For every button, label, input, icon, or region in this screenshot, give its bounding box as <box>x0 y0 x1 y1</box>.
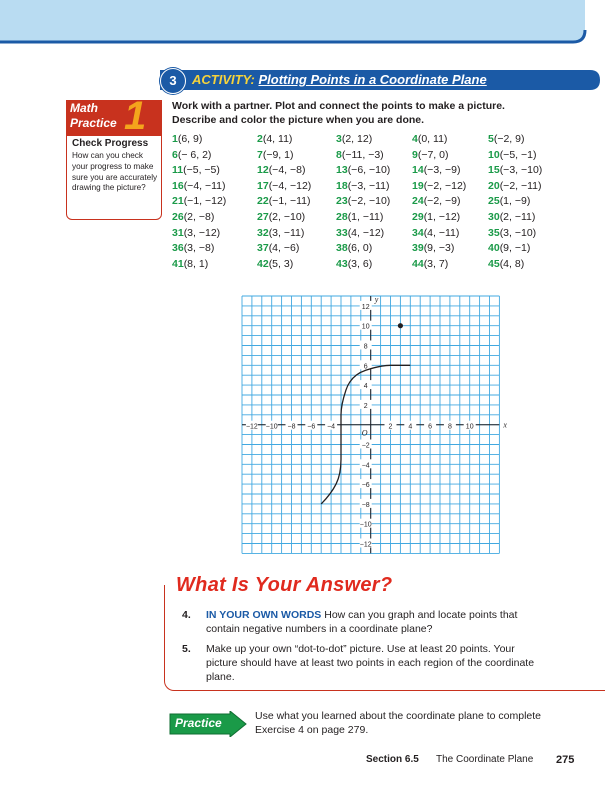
instructions <box>172 99 572 127</box>
point-number: 40 <box>488 242 500 255</box>
y-tick-label: −4 <box>361 462 370 470</box>
point-item <box>257 164 305 176</box>
point-coordinates: (−2, 9) <box>493 133 525 145</box>
point-item <box>172 195 226 207</box>
point-number: 17 <box>257 179 269 192</box>
question-5-number: 5. <box>182 643 191 655</box>
point-number: 19 <box>412 179 424 192</box>
x-tick-label: −4 <box>327 423 336 431</box>
top-banner <box>0 0 612 46</box>
y-tick-label: −2 <box>361 442 370 450</box>
point-coordinates: (−2, −12) <box>423 179 467 192</box>
point-coordinates: (−2, −9) <box>423 195 461 208</box>
point-coordinates: (−1, −11) <box>268 195 311 208</box>
point-number: 31 <box>172 226 184 239</box>
point-coordinates: (3, −11) <box>268 226 305 239</box>
point-item <box>488 258 524 270</box>
point-number: 26 <box>172 211 184 223</box>
point-number: 45 <box>488 257 500 270</box>
point-coordinates: (−2, −11) <box>499 179 542 192</box>
point-item <box>488 195 530 207</box>
point-item <box>172 242 214 254</box>
point-item <box>488 133 524 145</box>
y-tick-label: 2 <box>363 402 368 410</box>
activity-label: ACTIVITY: <box>192 72 255 87</box>
point-number: 15 <box>488 164 500 177</box>
origin-label: O <box>361 428 368 438</box>
point-coordinates: (5, 3) <box>268 257 294 270</box>
point-coordinates: (−4, −11) <box>183 179 226 192</box>
point-item <box>172 180 226 192</box>
y-tick-label: −8 <box>361 501 370 509</box>
y-tick-label: 8 <box>363 343 368 351</box>
point-number: 5 <box>488 133 494 145</box>
footer-title: The Coordinate Plane <box>436 754 534 765</box>
point-number: 21 <box>172 195 184 208</box>
point-coordinates: (3, −10) <box>499 226 537 239</box>
activity-title <box>192 72 487 87</box>
y-tick-label: 10 <box>361 323 370 331</box>
point-coordinates: (4, −11) <box>423 226 460 239</box>
point-item <box>257 227 304 239</box>
y-tick-label: −6 <box>361 482 370 490</box>
question-4 <box>182 608 582 638</box>
y-axis-label: y <box>374 295 379 304</box>
point-item <box>412 211 460 223</box>
activity-title-text: Plotting Points in a Coordinate Plane <box>258 72 487 87</box>
math-practice-subtitle: Check Progress <box>72 138 149 149</box>
math-practice-title-line2: Practice <box>70 116 117 130</box>
footer-section: Section 6.5 <box>366 754 419 765</box>
point-coordinates: (0, 11) <box>417 133 448 145</box>
point-item <box>257 195 311 207</box>
point-coordinates: (9, −1) <box>499 242 531 255</box>
point-item <box>172 133 202 145</box>
question-4-number: 4. <box>182 609 191 621</box>
point-coordinates: (2, −8) <box>183 211 215 223</box>
y-tick-label: 4 <box>363 383 368 391</box>
point-coordinates: (2, −11) <box>499 211 536 223</box>
point-coordinates: (−5, −5) <box>183 164 220 177</box>
point-coordinates: (−3, −11) <box>347 179 390 192</box>
point-coordinates: (−4, −8) <box>268 164 306 177</box>
point-item <box>488 164 542 176</box>
point-coordinates: (3, 6) <box>347 257 373 270</box>
point-coordinates: (1, −11) <box>347 211 384 223</box>
point-number: 16 <box>172 179 184 192</box>
point-number: 1 <box>172 133 178 145</box>
x-tick-label: −12 <box>245 423 258 431</box>
point-item <box>412 227 459 239</box>
x-tick-label: −6 <box>307 423 316 431</box>
point-number: 24 <box>412 195 424 208</box>
coordinate-grid <box>240 294 520 556</box>
point-item <box>488 149 536 161</box>
point-coordinates: (6, 9) <box>177 133 203 145</box>
point-coordinates: (4, 11) <box>262 133 293 145</box>
question-4-body <box>206 608 546 636</box>
practice-text: Use what you learned about the coordinate plane to complete Exercise 4 on page 279. <box>255 710 542 736</box>
answer-title: What Is Your Answer? <box>176 574 393 596</box>
point-item <box>336 195 390 207</box>
point-number: 41 <box>172 257 184 270</box>
instructions-line1: Work with a partner. Plot and connect the points to make a picture. <box>172 100 505 112</box>
point-item <box>488 242 530 254</box>
point-item <box>172 164 220 176</box>
point-item <box>336 180 390 192</box>
point-coordinates: (6, 0) <box>347 242 373 255</box>
point-coordinates: (2, 12) <box>341 133 373 145</box>
point-item <box>336 164 390 176</box>
x-tick-label: 8 <box>447 423 452 431</box>
point-number: 39 <box>412 242 424 255</box>
point-number: 29 <box>412 211 424 223</box>
point-number: 22 <box>257 195 269 208</box>
point-item <box>336 149 384 161</box>
activity-number-badge: 3 <box>160 68 186 94</box>
x-tick-label: 10 <box>465 423 474 431</box>
math-practice-text: How can you check your progress to make sure you are accurately drawing the picture? <box>72 151 158 193</box>
point-item <box>488 211 535 223</box>
point-number: 43 <box>336 257 348 270</box>
point-coordinates: (9, −3) <box>423 242 455 255</box>
question-4-keyword: IN YOUR OWN WORDS <box>206 609 322 621</box>
point-coordinates: (−5, −1) <box>499 148 537 161</box>
point-number: 30 <box>488 211 500 223</box>
point-item <box>172 227 220 239</box>
y-tick-label: −12 <box>359 541 372 549</box>
point-number: 28 <box>336 211 348 223</box>
point-coordinates: (3, 7) <box>423 257 449 270</box>
point-item <box>412 242 454 254</box>
point-number: 23 <box>336 195 348 208</box>
point-number: 35 <box>488 226 500 239</box>
practice-label: Practice <box>175 716 222 730</box>
point-item <box>412 164 460 176</box>
point-number: 20 <box>488 179 500 192</box>
point-number: 8 <box>336 148 342 161</box>
point-number: 3 <box>336 133 342 145</box>
point-number: 34 <box>412 226 424 239</box>
point-coordinates: (−2, −10) <box>347 195 391 208</box>
point-item <box>412 195 460 207</box>
point-item <box>172 211 214 223</box>
point-item <box>172 149 211 161</box>
point-item <box>412 149 448 161</box>
point-item <box>172 258 208 270</box>
point-number: 10 <box>488 148 500 161</box>
point-coordinates: (4, −6) <box>268 242 300 255</box>
point-number: 9 <box>412 148 418 161</box>
point-coordinates: (1, −9) <box>499 195 531 208</box>
point-coordinates: (4, −12) <box>347 226 385 239</box>
question-4-text: How can you graph and locate points that contain negative numbers in a coordinate plane? <box>206 609 518 635</box>
point-number: 27 <box>257 211 269 223</box>
point-number: 42 <box>257 257 269 270</box>
point-item <box>412 180 466 192</box>
point-number: 36 <box>172 242 184 255</box>
math-practice-number: 1 <box>124 94 147 138</box>
point-number: 44 <box>412 257 424 270</box>
point-coordinates: (1, −12) <box>423 211 461 223</box>
point-item <box>336 133 372 145</box>
x-tick-label: 6 <box>428 423 433 431</box>
point-number: 37 <box>257 242 269 255</box>
instructions-line2: Describe and color the picture when you are done. <box>172 114 425 126</box>
point-coordinates: (4, 8) <box>499 257 525 270</box>
point-number: 14 <box>412 164 424 177</box>
point-number: 11 <box>172 164 184 177</box>
point-number: 33 <box>336 226 348 239</box>
point-coordinates: (−4, −12) <box>268 179 312 192</box>
y-tick-label: 12 <box>361 303 370 311</box>
point-coordinates: (−1, −12) <box>183 195 227 208</box>
point-number: 2 <box>257 133 263 145</box>
page-number: 275 <box>556 754 575 766</box>
point-number: 18 <box>336 179 348 192</box>
point-number: 38 <box>336 242 348 255</box>
point-item <box>488 227 536 239</box>
question-5 <box>182 642 582 686</box>
point-item <box>257 242 299 254</box>
point-coordinates: (−3, −10) <box>499 164 543 177</box>
x-tick-label: −8 <box>287 423 296 431</box>
point-item <box>257 258 293 270</box>
point-number: 25 <box>488 195 500 208</box>
x-tick-label: 4 <box>408 423 413 431</box>
point-coordinates: (−11, −3) <box>341 148 384 161</box>
y-tick-label: 6 <box>363 363 368 371</box>
point-number: 7 <box>257 148 263 161</box>
x-tick-label: 2 <box>388 423 393 431</box>
point-coordinates: (−9, 1) <box>262 148 294 161</box>
point-coordinates: (2, −10) <box>268 211 306 223</box>
point-item <box>412 133 447 145</box>
point-coordinates: (−3, −9) <box>423 164 461 177</box>
point-number: 4 <box>412 133 418 145</box>
x-axis-label: x <box>503 420 507 430</box>
point-number: 13 <box>336 164 348 177</box>
point-item <box>412 258 448 270</box>
page-footer <box>0 754 612 772</box>
point-coordinates: (3, −8) <box>183 242 215 255</box>
math-practice-title-line1: Math <box>70 101 98 115</box>
question-5-text: Make up your own “dot-to-dot” picture. Use at least 20 points. Your picture should have at least two points in each region of the coordinate plane. <box>206 643 535 683</box>
point-coordinates: (−7, 0) <box>417 148 449 161</box>
math-practice-title <box>70 101 117 131</box>
point-item <box>257 180 311 192</box>
point-item <box>336 211 383 223</box>
plotted-point <box>398 323 403 328</box>
point-coordinates: (− 6, 2) <box>177 148 212 161</box>
point-number: 6 <box>172 148 178 161</box>
x-tick-label: −10 <box>265 423 278 431</box>
point-coordinates: (3, −12) <box>183 226 221 239</box>
point-item <box>257 211 305 223</box>
point-item <box>488 180 542 192</box>
point-item <box>257 133 292 145</box>
point-item <box>336 242 372 254</box>
point-coordinates: (8, 1) <box>183 257 209 270</box>
point-number: 12 <box>257 164 269 177</box>
point-item <box>336 227 384 239</box>
point-item <box>257 149 293 161</box>
point-number: 32 <box>257 226 269 239</box>
y-tick-label: −10 <box>359 521 372 529</box>
point-item <box>336 258 372 270</box>
point-coordinates: (−6, −10) <box>347 164 391 177</box>
